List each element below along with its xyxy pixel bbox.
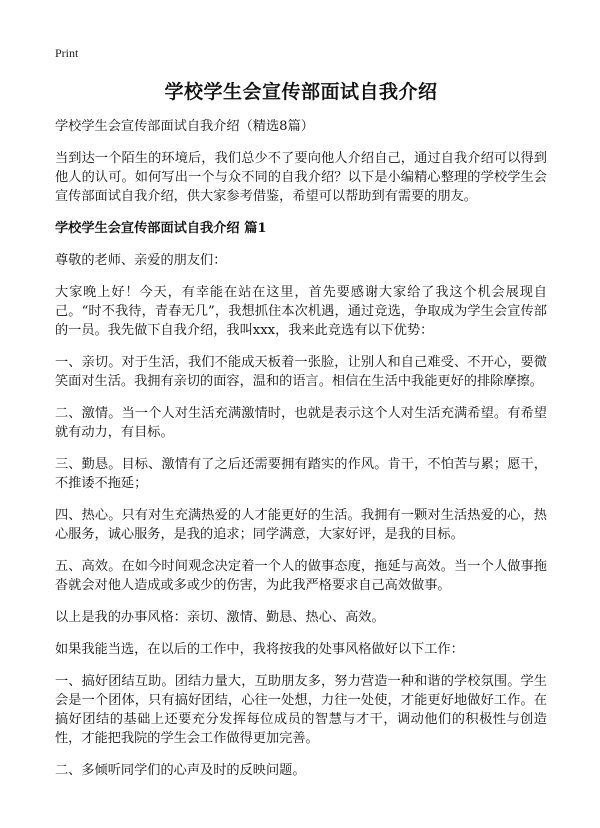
paragraph-4: 三、勤恳。目标、激情有了之后还需要拥有踏实的作风。肯干，不怕苦与累；愿干，不推诿不拖延；	[55, 457, 547, 491]
paragraph-1: 大家晚上好！今天，有幸能在站在这里，首先要感谢大家给了我这个机会展现自己。“时不我待，青春无几”，我想抓住本次机遇，通过竞选，争取成为学生会宣传部的一员。我先做下自我介绍，我叫xxx，我来此竞选有以下优势：	[55, 285, 547, 338]
paragraph-7: 以上是我的办事风格：亲切、激情、勤恳、热心、高效。	[55, 610, 385, 625]
paragraph-8: 如果我能当选，在以后的工作中，我将按我的处事风格做好以下工作：	[55, 642, 464, 657]
greeting: 尊敬的老师、亲爱的朋友们：	[55, 253, 227, 268]
paragraph-2: 一、亲切。对于生活，我们不能成天板着一张脸，让别人和自己难受、不开心，要微笑面对生活。我拥有亲切的面容，温和的语言。相信在生活中我能更好的排除摩擦。	[55, 355, 547, 389]
paragraph-3: 二、激情。当一个人对生活充满激情时，也就是表示这个人对生活充满希望。有希望就有动力，有目标。	[55, 406, 547, 440]
intro-paragraph: 当到达一个陌生的环境后，我们总少不了要向他人介绍自己，通过自我介绍可以得到他人的认可。如何写出一个与众不同的自我介绍？以下是小编精心整理的学校学生会宣传部面试自我介绍，供大家参考借鉴，希望可以帮助到有需要的朋友。	[55, 151, 547, 204]
print-link[interactable]: Print	[55, 46, 79, 60]
paragraph-6: 五、高效。在如今时间观念决定着一个人的做事态度，拖延与高效。当一个人做事拖沓就会对他人造成或多或少的伤害，为此我严格要求自己高效做事。	[55, 559, 547, 593]
paragraph-9: 一、搞好团结互助。团结力量大，互助朋友多，努力营造一种和谐的学校氛围。学生会是一个团体，只有搞好团结，心往一处想，力往一处使，才能更好地做好工作。在搞好团结的基础上还要充分发挥每位成员的智慧与才干，调动他们的积极性与创造性，才能把我院的学生会工作做得更加完善。	[55, 674, 547, 746]
paragraph-10: 二、多倾听同学们的心声及时的反映问题。	[55, 763, 306, 778]
paragraph-5: 四、热心。只有对生充满热爱的人才能更好的生活。我拥有一颗对生活热爱的心，热心服务，诚心服务，是我的追求；同学满意，大家好评，是我的目标。	[55, 508, 547, 542]
section-heading: 学校学生会宣传部面试自我介绍 篇1	[55, 221, 267, 236]
subtitle: 学校学生会宣传部面试自我介绍（精选8篇）	[55, 119, 314, 134]
document-body	[55, 117, 547, 793]
document-title: 学校学生会宣传部面试自我介绍	[164, 81, 438, 103]
